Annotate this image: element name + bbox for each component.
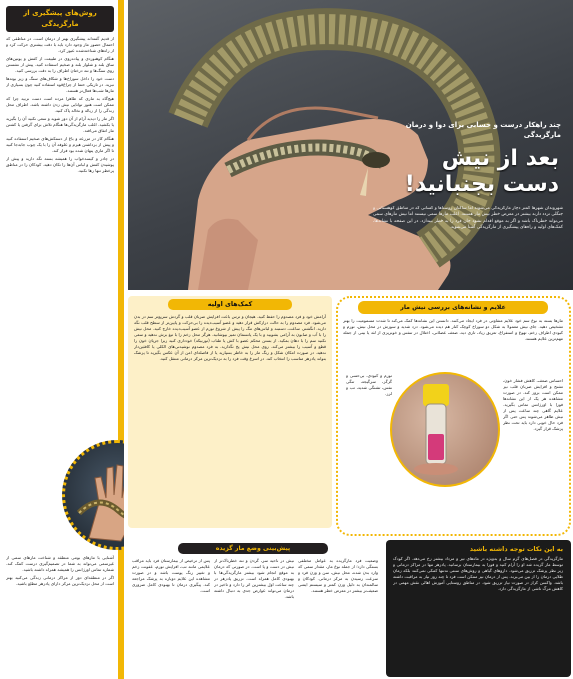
first-aid-title: کمک‌های اولیه bbox=[207, 300, 253, 308]
tips-box bbox=[386, 540, 571, 677]
hero-headline-2: دست بجنبانید! bbox=[404, 172, 559, 197]
treatment-col-2: نیش در ناحیه سر، گردن و تنه خطرناک‌تر از نیش در دست و پا است. در صورتی که درمان به موقع انجام شود بیشتر مارگزیدگی‌ها با بهبودی کامل همراه است. تزریق پادزهر در چند ساعت اول بیشترین اثر را دارد و تاخیر در درمان می‌تواند عوارض جدی به دنبال داشته باشد. bbox=[214, 558, 294, 599]
hero-photo bbox=[128, 0, 573, 290]
signs-text-b: احساس ضعف، کاهش فشار خون، تشنج و افزایش ضربان قلب نیز ممکن است بروز کند. در صورت مشاهده هر یک از این نشانه‌ها فورا با اورژانس تماس بگیرید. علایم گاهی چند ساعت پس از نیش ظاهر می‌شوند پس حتی اگر فرد حال خوبی دارد باید تحت نظر پزشک قرار گیرد. bbox=[503, 378, 563, 431]
hero-headline-1: بعد از نیش bbox=[441, 146, 559, 171]
sidebar-paragraph: از قدیم گفته‌اند پیشگیری بهتر از درمان است. در مناطقی که احتمال حضور مار وجود دارد باید با دقت بیشتری حرکت کرد و از راه‌های شناخته‌شده عبور کرد. bbox=[6, 36, 114, 53]
sidebar-title: روش‌های پیشگیری از مارگزیدگی bbox=[23, 9, 97, 28]
signs-title-bar bbox=[358, 301, 548, 314]
sidebar-yellow-strip bbox=[118, 0, 124, 679]
arm-bottle-photo bbox=[390, 372, 500, 487]
signs-box bbox=[336, 296, 571, 536]
treatment-section bbox=[128, 540, 382, 677]
first-aid-title-bar bbox=[168, 299, 292, 310]
sidebar-paragraph: اگر در منطقه‌ای دور از مراکز درمانی زندگی می‌کنید بهتر است از محل نزدیک‌ترین مرکز دارای پادزهر مطلع باشید. bbox=[6, 575, 114, 586]
sidebar-body-lower bbox=[6, 555, 114, 675]
signs-text-a: مارها بسته به نوع سم خود علایم متفاوتی در فرد ایجاد می‌کنند. دانستن این نشانه‌ها کمک می‌کند تا شدت مسمومیت را بهتر تشخیص دهید. جای نیش معمولا به شکل دو سوراخ کوچک کنار هم دیده می‌شود. درد شدید و سوزش در محل نیش، تورم و کبودی اطراف زخم، تهوع و استفراغ، تعریق زیاد، تاری دید، ضعف عضلانی، اختلال در تنفس و خونریزی از لثه یا بینی از جمله مهم‌ترین علایم هستند. bbox=[343, 318, 563, 341]
sidebar-paragraph: آشنایی با مارهای بومی منطقه و شناخت مارهای سمی از غیرسمی می‌تواند به شما در تصمیم‌گیری درست کمک کند. شماره تماس اورژانس را همیشه همراه داشته باشید. bbox=[6, 555, 114, 572]
sidebar-paragraph: هیچ‌گاه به ماری که ظاهرا مرده است دست نزنید چرا که ممکن است هنوز توانایی نیش زدن داشته باشد. اطراف محل زندگی را از زباله و نخاله پاک کنید. bbox=[6, 96, 114, 113]
bottle-icon bbox=[390, 374, 498, 487]
sidebar-title-box bbox=[6, 6, 114, 32]
first-aid-box bbox=[128, 296, 332, 528]
tips-text: مارگزیدگی در فصل‌های گرم سال و به‌ویژه در ماه‌های تیر و مرداد بیشتر رخ می‌دهد. اگر کودک توسط مار گزیده شد او را آرام کنید و فورا به بیمارستان برسانید. پادزهر تنها در مراکز درمانی و زیر نظر پزشک تزریق می‌شود. داروهای گیاهی و روش‌های سنتی نه‌تنها کمکی نمی‌کنند بلکه زمان طلایی درمان را از بین می‌برند. پس از درمان نیز ممکن است فرد تا چند روز نیاز به مراقبت داشته باشد. واکسن کزاز در صورت نیاز تزریق شود. در مناطق روستایی آموزش اهالی نقش مهمی در کاهش مرگ ناشی از مارگزیدگی دارد. bbox=[393, 556, 563, 591]
hero-kicker: چند راهکار درست و حسابی برای دوا و درمان مارگزیدگی bbox=[405, 121, 561, 139]
sidebar-body bbox=[6, 36, 114, 466]
treatment-title: پیش‌بینی وضع مار گزیده bbox=[215, 545, 291, 552]
sidebar-paragraph: هنگام کار در مزرعه و باغ از دستکش‌های ضخیم استفاده کنید و پیش از برداشتن هیزم و علوفه آن را با یک چوب جابه‌جا کنید تا اگر ماری پنهان شده بود فرار کند. bbox=[6, 136, 114, 153]
sidebar-paragraph: هنگام کوهنوردی و پیاده‌روی در طبیعت از کفش و پوتین‌های ساق بلند و شلوار بلند و ضخیم استفاده کنید. پیش از نشستن روی سنگ‌ها و تنه درختان اطراف را به دقت بررسی کنید. bbox=[6, 56, 114, 73]
first-aid-text: آرامش خود و فرد مصدوم را حفظ کنید. هیجان و ترس باعث افزایش ضربان قلب و گردش سریع‌تر سم در بدن می‌شود. فرد مصدوم را به حالت درازکش قرار دهید و عضو آسیب‌دیده را بی‌حرکت و پایین‌تر از سطح قلب نگه دارید. انگشتر، ساعت، دستبند و لباس‌های تنگ را پیش از شروع تورم از عضو آسیب‌دیده خارج کنید. محل نیش را با آب و صابون به آرامی بشویید و با یک پانسمان تمیز بپوشانید. هرگز محل زخم را با تیغ برش ندهید و سعی نکنید سم را با دهان بمکید. از بستن محکم عضو با کش یا طناب (تورنیکه) خودداری کنید زیرا جریان خون را قطع و آسیب را بیشتر می‌کند. روی محل نیش یخ نگذارید. به فرد مصدوم نوشیدنی‌های الکلی یا کافئین‌دار ندهید. در صورت امکان شکل و رنگ مار را به خاطر بسپارید یا از فاصله‌ای امن از آن عکس بگیرید تا پزشک بتواند پادزهر مناسب را انتخاب کند. در اسرع وقت فرد را به نزدیک‌ترین مرکز درمانی منتقل کنید. bbox=[134, 314, 326, 361]
hero-intro: شهروندان شهرها کمتر دچار مارگزیدگی می‌شوند اما ساکنان روستاها و کسانی که در مناطق کوهستانی و جنگلی تردد دارند بیشتر در معرض خطر نیش مار هستند. اغلب مارها سمی نیستند اما نیش مارهای سمی می‌تواند خطرناک باشد و اگر به موقع اقدام نشود جان فرد را به خطر بیندازد. در این صفحه با نشانه‌ها، کمک‌های اولیه و راه‌های پیشگیری از مارگزیدگی آشنا می‌شوید. bbox=[373, 206, 563, 231]
sidebar-paragraph: دست خود را داخل سوراخ‌ها و شکاف‌های سنگ و زیر بوته‌ها نبرید. در تاریکی حتما از چراغ‌قوه استفاده کنید چون بسیاری از مارها شب‌ها فعال‌تر هستند. bbox=[6, 76, 114, 93]
treatment-title-bar bbox=[178, 543, 328, 554]
sidebar-paragraph: اگر مار را دیدید آرام از آن دور شوید و سعی نکنید آن را بگیرید یا بکشید. اغلب مارگزیدگی‌ها هنگام تلاش برای گرفتن یا کشتن مار اتفاق می‌افتد. bbox=[6, 116, 114, 133]
sidebar-paragraph: در چادر و کیسه‌خواب را همیشه بسته نگه دارید و پیش از پوشیدن کفش و لباس آن‌ها را تکان دهید. کودکان را در مناطق پرخطر تنها رها نکنید. bbox=[6, 156, 114, 173]
left-sidebar bbox=[0, 0, 124, 679]
treatment-col-1: وضعیت فرد مارگزیده به عوامل مختلفی بستگی دارد؛ از جمله نوع مار، مقدار سمی که وارد بدن شده، محل نیش، سن و وزن فرد و سرعت رسیدن به مرکز درمانی. کودکان و سالمندان به دلیل وزن کمتر و سیستم ایمنی ضعیف‌تر بیشتر در معرض خطر هستند. bbox=[298, 558, 378, 593]
tips-title: به این نکات توجه داشته باشید bbox=[469, 545, 563, 553]
treatment-col-3: پس از ترخیص از بیمارستان فرد باید مراقب علایمی مانند تب، افزایش تورم، عفونت زخم و تغییر رنگ پوست باشد و در صورت مشاهده این علایم دوباره به پزشک مراجعه کند. پیگیری درمان تا بهبودی کامل ضروری است. bbox=[132, 558, 210, 593]
signs-title: علایم و نشانه‌های بررسی نیش مار bbox=[400, 304, 506, 311]
signs-text-c: تورم و کبودی، بی‌حسی و گزگز، سرگیجه، تنگی نفس، تشنگی شدید، تب و لرز. bbox=[346, 373, 392, 396]
